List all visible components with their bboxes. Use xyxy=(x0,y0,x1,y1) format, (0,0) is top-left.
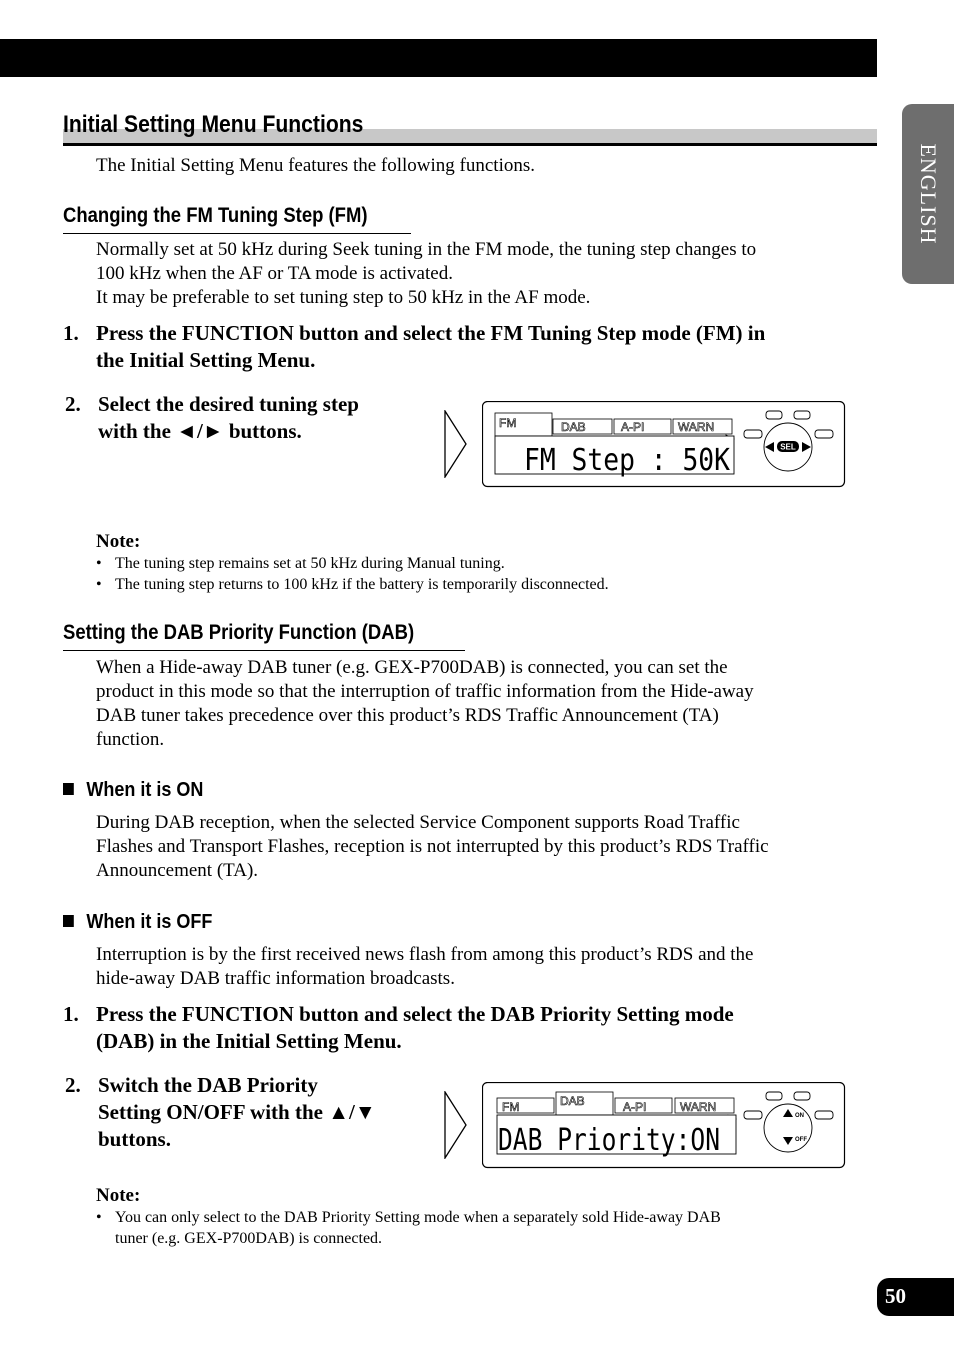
display-text: FM Step : 50K xyxy=(524,443,730,478)
page-number-tab xyxy=(877,1278,954,1316)
step-line: with the ◄/► buttons. xyxy=(98,419,302,443)
dab-para-line: DAB tuner takes precedence over this product’s RDS Traffic Announcement (TA) xyxy=(96,705,719,726)
on-para-line: Announcement (TA). xyxy=(96,860,259,881)
fm-heading: Changing the FM Tuning Step (FM) xyxy=(63,204,368,227)
step-line: buttons. xyxy=(98,1127,171,1151)
fm-step-2 xyxy=(65,391,425,451)
display-tab-fm: FM xyxy=(499,416,517,430)
on-para-line: During DAB reception, when the selected Service Component supports Road Traffic xyxy=(96,812,740,833)
step-number: 2. xyxy=(65,392,81,416)
when-on-heading: When it is ON xyxy=(63,779,203,802)
step-number: 2. xyxy=(65,1073,81,1097)
fm-note-item: • The tuning step remains set at 50 kHz during Manual tuning. xyxy=(96,555,505,572)
step-line: the Initial Setting Menu. xyxy=(96,348,316,372)
square-bullet-icon xyxy=(63,783,74,795)
dab-note-title: Note: xyxy=(96,1185,141,1206)
off-para-line: hide-away DAB traffic information broadcasts. xyxy=(96,968,455,989)
fm-heading-rule xyxy=(63,233,411,234)
when-off-heading: When it is OFF xyxy=(63,911,212,934)
step-line: Press the FUNCTION button and select the FM Tuning Step mode (FM) in xyxy=(96,321,766,345)
step-number: 1. xyxy=(63,321,79,345)
step-number: 1. xyxy=(63,1002,79,1026)
fm-step-display xyxy=(482,401,846,488)
pointer-arrow-icon xyxy=(444,1091,468,1159)
fm-note-item: • The tuning step returns to 100 kHz if the battery is temporarily disconnected. xyxy=(96,576,609,593)
fm-note-title: Note: xyxy=(96,531,141,552)
step-line: Setting ON/OFF with the ▲/▼ xyxy=(98,1100,376,1124)
section-title-rule xyxy=(63,143,877,146)
pointer-arrow-icon xyxy=(444,410,468,478)
display-tab-api: A-PI xyxy=(621,420,645,434)
off-para-line: Interruption is by the first received news flash from among this product’s RDS and the xyxy=(96,944,754,965)
dab-paragraph xyxy=(96,656,754,752)
step-line: Switch the DAB Priority xyxy=(98,1073,318,1097)
dab-para-line: function. xyxy=(96,729,165,750)
language-tab xyxy=(902,104,954,284)
language-label: ENGLISH xyxy=(916,143,941,245)
when-on-paragraph xyxy=(96,811,769,883)
on-para-line: Flashes and Transport Flashes, reception is not interrupted by this product’s RDS Traffic xyxy=(96,836,769,857)
section-title: Initial Setting Menu Functions xyxy=(63,111,364,138)
dab-step-2 xyxy=(65,1072,425,1157)
dab-step-1 xyxy=(63,1001,863,1061)
off-button-label: OFF xyxy=(795,1137,807,1143)
fm-para-line: It may be preferable to set tuning step to 50 kHz in the AF mode. xyxy=(96,287,591,308)
display-tab-warn: WARN xyxy=(678,420,715,434)
step-line: Press the FUNCTION button and select the DAB Priority Setting mode xyxy=(96,1002,734,1026)
header-bar xyxy=(0,39,877,77)
fm-paragraph xyxy=(96,238,756,310)
dab-para-line: product in this mode so that the interruption of traffic information from the Hide-away xyxy=(96,681,754,702)
when-off-paragraph xyxy=(96,943,753,991)
display-tab-warn: WARN xyxy=(680,1100,717,1114)
dab-heading: Setting the DAB Priority Function (DAB) xyxy=(63,621,415,644)
display-tab-dab: DAB xyxy=(561,420,586,434)
step-line: Select the desired tuning step xyxy=(98,392,359,416)
dab-priority-display xyxy=(482,1082,846,1169)
fm-para-line: Normally set at 50 kHz during Seek tuning in the FM mode, the tuning step changes to xyxy=(96,239,757,260)
fm-step-1 xyxy=(63,320,863,380)
on-button-label: ON xyxy=(795,1113,804,1119)
display-tab-dab: DAB xyxy=(560,1094,585,1108)
intro-text: The Initial Setting Menu features the following functions. xyxy=(96,155,536,176)
step-line: (DAB) in the Initial Setting Menu. xyxy=(96,1029,402,1053)
display-tab-api: A-PI xyxy=(623,1100,647,1114)
dab-para-line: When a Hide-away DAB tuner (e.g. GEX-P700DAB) is connected, you can set the xyxy=(96,657,728,678)
display-text: DAB Priority:ON xyxy=(498,1123,720,1158)
sel-button-label: SEL xyxy=(780,442,796,452)
page-number: 50 xyxy=(885,1284,906,1308)
fm-para-line: 100 kHz when the AF or TA mode is activated. xyxy=(96,263,453,284)
display-tab-fm: FM xyxy=(502,1100,520,1114)
square-bullet-icon xyxy=(63,915,74,927)
dab-note-item: • You can only select to the DAB Priority Setting mode when a separately sold Hide-away DAB tuner (e.g. GEX-P700DAB) is connected. xyxy=(96,1209,721,1247)
dab-heading-rule xyxy=(63,650,465,651)
